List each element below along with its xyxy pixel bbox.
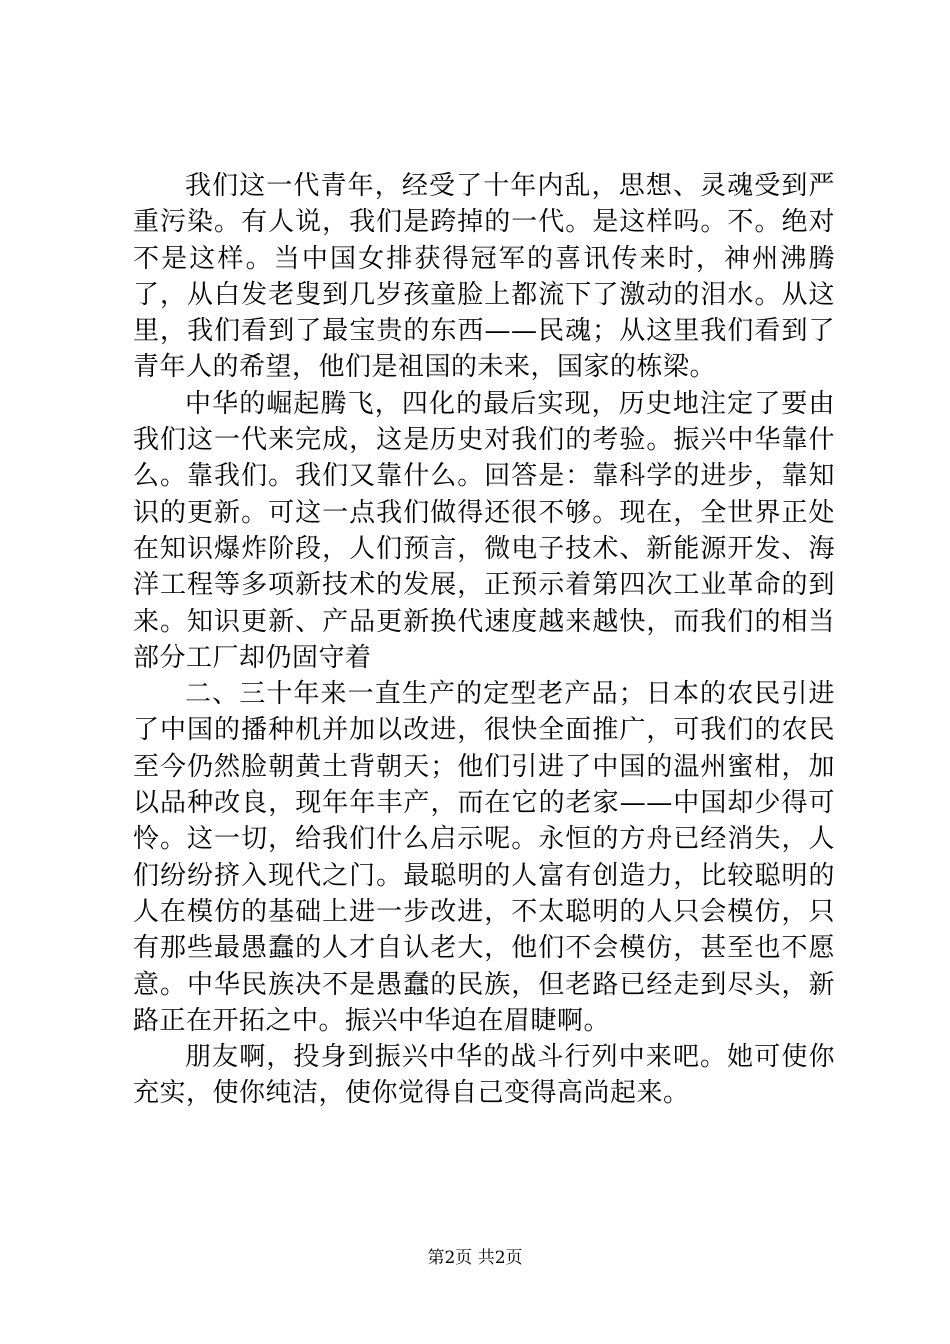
page-footer — [0, 1243, 950, 1268]
paragraph-3: 二、三十年来一直生产的定型老产品；日本的农民引进了中国的播种机并加以改进，很快全面推广，可我们的农民至今仍然脸朝黄土背朝天；他们引进了中国的温州蜜柑，加以品种改良，现年年丰产，而在它的老家——中国却少得可怜。这一切，给我们什么启示呢。永恒的方舟已经消失，人们纷纷挤入现代之门。最聪明的人富有创造力，比较聪明的人在模仿的基础上进一步改进，不太聪明的人只会模仿，只有那些最愚蠢的人才自认老大，他们不会模仿，甚至也不愿意。中华民族决不是愚蠢的民族，但老路已经走到尽头，新路正在开拓之中。振兴中华迫在眉睫啊。 — [133, 679, 835, 1036]
paragraph-2: 中华的崛起腾飞，四化的最后实现，历史地注定了要由我们这一代来完成，这是历史对我们的考验。振兴中华靠什么。靠我们。我们又靠什么。回答是：靠科学的进步，靠知识的更新。可这一点我们做得还很不够。现在，全世界正处在知识爆炸阶段，人们预言，微电子技术、新能源开发、海洋工程等多项新技术的发展，正预示着第四次工业革命的到来。知识更新、产品更新换代速度越来越快，而我们的相当部分工厂却仍固守着 — [133, 388, 835, 673]
document-body — [133, 168, 835, 1112]
page-number-label: 第2页 共2页 — [427, 1248, 523, 1268]
paragraph-4: 朋友啊，投身到振兴中华的战斗行列中来吧。她可使你充实，使你纯洁，使你觉得自己变得高尚起来。 — [133, 1042, 835, 1109]
paragraph-1: 我们这一代青年，经受了十年内乱，思想、灵魂受到严重污染。有人说，我们是跨掉的一代。是这样吗。不。绝对不是这样。当中国女排获得冠军的喜讯传来时，神州沸腾了，从白发老叟到几岁孩童脸上都流下了激动的泪水。从这里，我们看到了最宝贵的东西——民魂；从这里我们看到了青年人的希望，他们是祖国的未来，国家的栋梁。 — [133, 171, 835, 383]
